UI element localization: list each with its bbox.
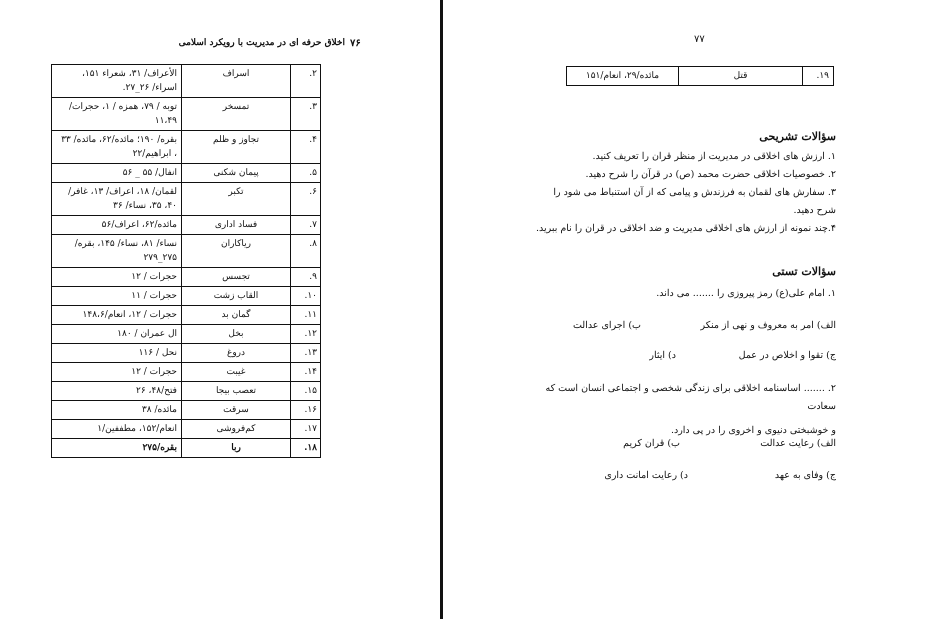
row-reference: الأعراف/ ۳۱، شعراء ۱۵۱، اسراء/ ۲۶_۲۷.: [52, 65, 182, 98]
row-term: تجاوز و ظلم: [182, 131, 291, 164]
table-row: [52, 216, 321, 235]
table-row: [52, 420, 321, 439]
row-reference: حجرات / ۱۲: [52, 363, 182, 382]
question-item: ۴.چند نمونه از ارزش های اخلاقی مدیریت و ضد اخلاقی در قران را نام ببرید.: [535, 223, 836, 234]
table-row: [52, 439, 321, 458]
row-reference: مائده/ ۳۸: [52, 401, 182, 420]
question-text: ۲. ....... اساسنامه اخلاقی برای زندگی شخصی و اجتماعی انسان است که سعادت: [545, 383, 836, 412]
table-row: [52, 268, 321, 287]
row-term: تعصب بیجا: [182, 382, 291, 401]
row-term: القاب زشت: [182, 287, 291, 306]
row-reference: حجرات / ۱۲، انعام/۱۴۸،۶: [52, 306, 182, 325]
right-page: [446, 0, 928, 619]
row-term: سرقت: [182, 401, 291, 420]
question-item: ۱. ارزش های اخلاقی در مدیریت از منظر قران را تعریف کنید.: [592, 151, 836, 162]
reference-table: [51, 64, 321, 458]
continued-table: [566, 66, 834, 86]
table-row: [52, 306, 321, 325]
option-a: الف) امر به معروف و نهی از منکر: [700, 320, 836, 331]
row-term: کم‌فروشی: [182, 420, 291, 439]
table-row: [52, 287, 321, 306]
row-number: ۱۲.: [291, 325, 321, 344]
option-d: د) رعایت امانت داری: [604, 470, 688, 481]
row-term: ربا: [182, 439, 291, 458]
row-number: ۳.: [291, 98, 321, 131]
row-term: فساد اداری: [182, 216, 291, 235]
question-item: ۳. سفارش های لقمان به فرزندش و پیامی که از آن استنباط می شود را شرح دهید.: [553, 187, 836, 216]
row-reference: حجرات / ۱۱: [52, 287, 182, 306]
row-term: تمسخر: [182, 98, 291, 131]
table-row: [52, 131, 321, 164]
test-questions: [536, 265, 836, 278]
running-head: اخلاق حرفه ای در مدیریت با رویکرد اسلامی: [178, 38, 345, 48]
row-number: ۹.: [291, 268, 321, 287]
row-number: ۴.: [291, 131, 321, 164]
book-spine: [440, 0, 443, 619]
row-number: ۱۴.: [291, 363, 321, 382]
row-number: ۸.: [291, 235, 321, 268]
row-term: دروغ: [182, 344, 291, 363]
row-term: گمان بد: [182, 306, 291, 325]
table-row: [52, 164, 321, 183]
descriptive-list: [536, 148, 836, 238]
row-term: تجسس: [182, 268, 291, 287]
table-row: [52, 325, 321, 344]
row-number: ۶.: [291, 183, 321, 216]
table-row: [52, 183, 321, 216]
row-reference: ال عمران / ۱۸۰: [52, 325, 182, 344]
row-reference: مائده/۲۹، انعام/۱۵۱: [567, 67, 679, 86]
row-reference: لقمان/ ۱۸، اعراف/ ۱۳، غافر/۴۰، ۳۵، نساء/ ۳۶: [52, 183, 182, 216]
row-term: اسراف: [182, 65, 291, 98]
descriptive-questions: [536, 130, 836, 143]
row-number: ۱۹.: [803, 67, 834, 86]
row-reference: بقره/ ۱۹۰؛ مائده/۶۲، مائده/ ۳۳ ، ابراهیم/۲۲: [52, 131, 182, 164]
row-number: ۱۷.: [291, 420, 321, 439]
option-d: د) ایثار: [649, 350, 676, 361]
row-reference: نساء/ ۸۱، نساء/ ۱۴۵، بقره/ ۲۷۵_۲۷۹: [52, 235, 182, 268]
option-b: ب) اجرای عدالت: [572, 320, 641, 331]
question-text: و خوشبختی دنیوی و اخروی را در پی دارد.: [670, 425, 836, 436]
row-number: ۱۶.: [291, 401, 321, 420]
row-term: غیبت: [182, 363, 291, 382]
section-heading: سؤالات تشریحی: [759, 130, 836, 143]
row-term: ریاکاران: [182, 235, 291, 268]
row-number: ۵.: [291, 164, 321, 183]
row-reference: مائده/۶۲، اعراف/۵۶: [52, 216, 182, 235]
section-heading: سؤالات تستی: [772, 265, 836, 278]
table-row: [52, 344, 321, 363]
table-row: [52, 401, 321, 420]
table-row: [52, 363, 321, 382]
row-reference: انعام/۱۵۲، مطففین/۱: [52, 420, 182, 439]
row-number: ۱۳.: [291, 344, 321, 363]
row-reference: انفال/ ۵۵ _ ۵۶: [52, 164, 182, 183]
row-number: ۱۸.: [291, 439, 321, 458]
table-row: [52, 98, 321, 131]
row-number: ۷.: [291, 216, 321, 235]
row-term: تکبر: [182, 183, 291, 216]
test-question-2: [516, 380, 836, 440]
row-number: ۱۰.: [291, 287, 321, 306]
row-reference: توبه / ۷۹، همزه / ۱، حجرات/ ۱۱،۴۹: [52, 98, 182, 131]
table-row: [567, 67, 834, 86]
row-reference: بقره/۲۷۵: [52, 439, 182, 458]
row-reference: نحل / ۱۱۶: [52, 344, 182, 363]
page-number: ۷۷: [694, 34, 705, 45]
row-term: قتل: [679, 67, 803, 86]
test-question-1: [536, 285, 836, 303]
row-number: ۱۵.: [291, 382, 321, 401]
option-a: الف) رعایت عدالت: [760, 438, 836, 449]
table-row: [52, 382, 321, 401]
row-term: پیمان شکنی: [182, 164, 291, 183]
question-text: ۱. امام علی(ع) رمز پیروزی را ....... می داند.: [656, 288, 836, 299]
table-row: [52, 235, 321, 268]
row-reference: حجرات / ۱۲: [52, 268, 182, 287]
question-item: ۲. خصوصیات اخلاقی حضرت محمد (ص) در قرآن را شرح دهید.: [585, 169, 836, 180]
option-b: ب) قران کریم: [623, 438, 680, 449]
row-term: بخل: [182, 325, 291, 344]
left-page: [0, 0, 440, 619]
table-row: [52, 65, 321, 98]
page-number: ۷۶: [350, 38, 361, 49]
row-reference: فتح/۴۸، ۲۶: [52, 382, 182, 401]
option-c: ج) تقوا و اخلاص در عمل: [738, 350, 836, 361]
row-number: ۱۱.: [291, 306, 321, 325]
option-c: ج) وفای به عهد: [774, 470, 836, 481]
row-number: ۲.: [291, 65, 321, 98]
